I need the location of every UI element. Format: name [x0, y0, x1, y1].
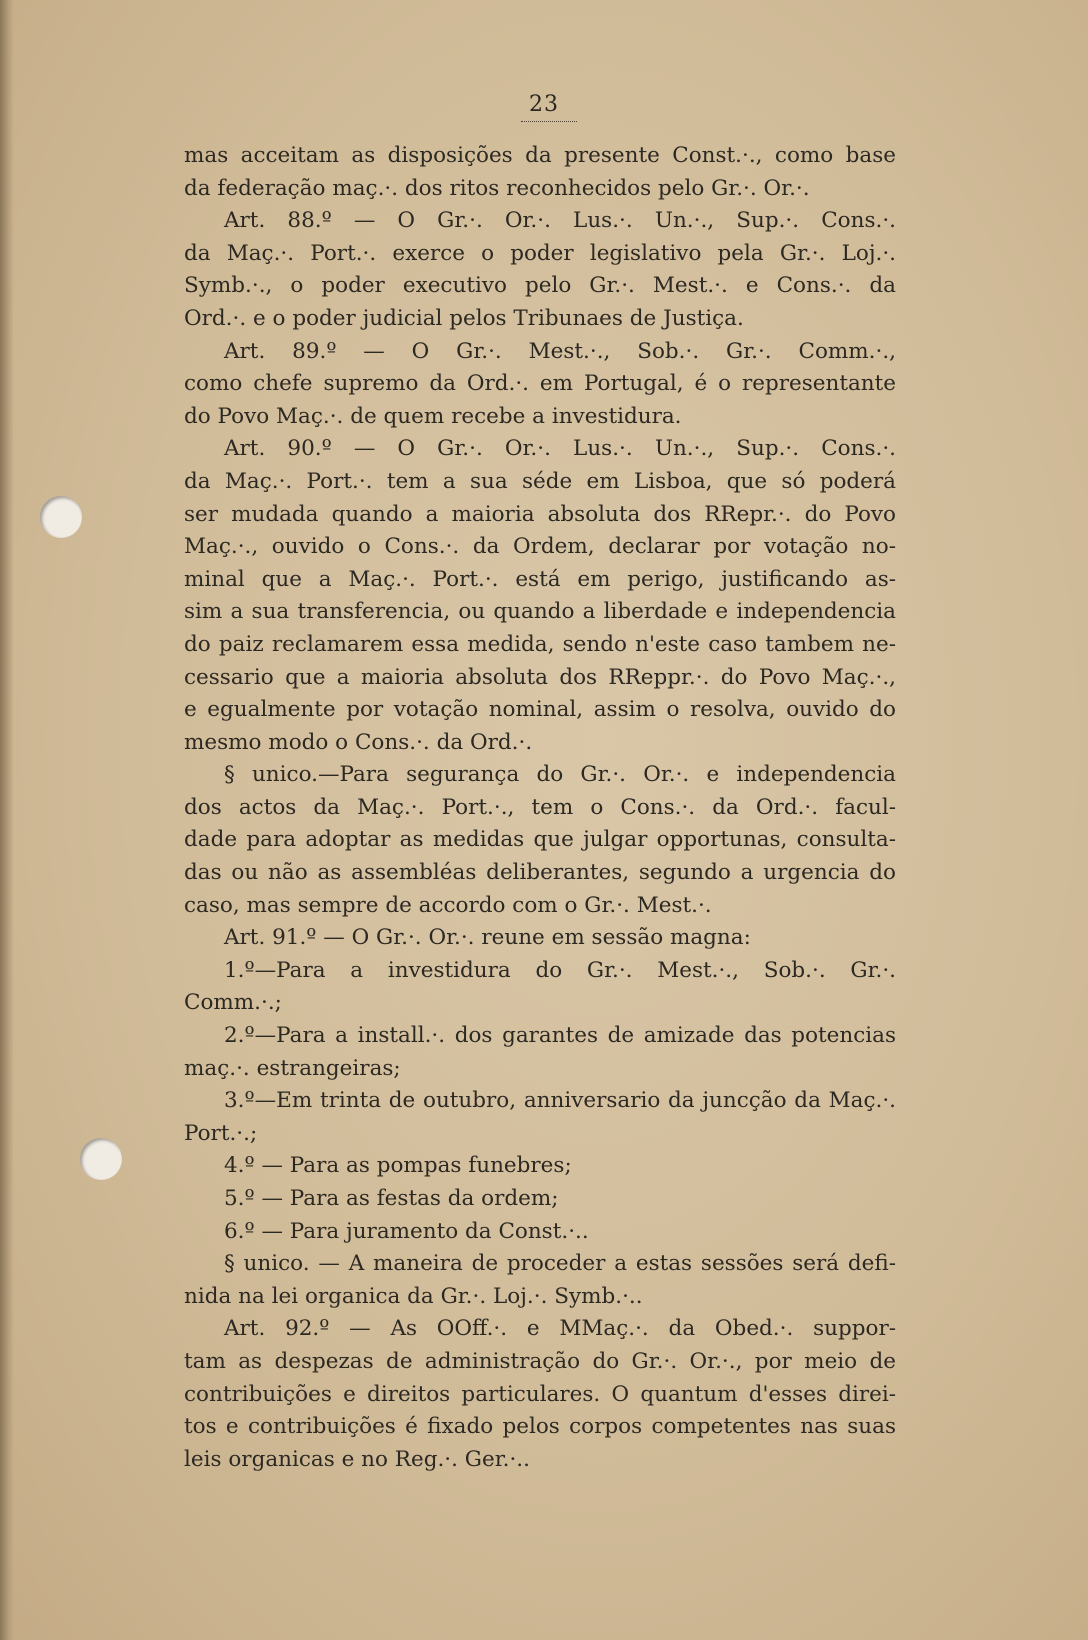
text-line: da Maç.·. Port.·. tem a sua séde em Lisboa, que só poderá: [184, 468, 896, 494]
text-line: Art. 91.º — O Gr.·. Or.·. reune em sessão magna:: [224, 925, 751, 951]
text-line: § unico. — A maneira de proceder a estas sessões será defi-: [224, 1251, 896, 1277]
text-line: Art. 92.º — As OOff.·. e MMaç.·. da Obed.·. suppor-: [224, 1316, 896, 1342]
text-line: Maç.·., ouvido o Cons.·. da Ordem, declarar por votação no-: [184, 534, 896, 560]
text-line: tos e contribuições é fixado pelos corpos competentes nas suas: [184, 1414, 896, 1440]
text-line: das ou não as assembléas deliberantes, segundo a urgencia do: [184, 860, 896, 886]
text-line: 1.º—Para a investidura do Gr.·. Mest.·., Sob.·. Gr.·.: [224, 957, 896, 983]
text-line: Art. 88.º — O Gr.·. Or.·. Lus.·. Un.·., Sup.·. Cons.·.: [224, 208, 896, 234]
text-line: dade para adoptar as medidas que julgar opportunas, consulta-: [184, 827, 896, 853]
text-line: 3.º—Em trinta de outubro, anniversario da juncção da Maç.·.: [224, 1088, 896, 1114]
page-number-rule: [521, 121, 577, 122]
page-number: 23: [529, 92, 559, 117]
text-line: 5.º — Para as festas da ordem;: [224, 1186, 559, 1211]
text-line: leis organicas e no Reg.·. Ger.·..: [184, 1446, 530, 1472]
text-line: da federação maç.·. dos ritos reconhecidos pelo Gr.·. Or.·.: [184, 175, 810, 201]
text-line: Ord.·. e o poder judicial pelos Tribunaes de Justiça.: [184, 305, 744, 331]
text-line: Art. 90.º — O Gr.·. Or.·. Lus.·. Un.·., Sup.·. Cons.·.: [224, 436, 896, 462]
text-line: Comm.·.;: [184, 990, 282, 1016]
text-line: dos actos da Maç.·. Port.·., tem o Cons.·. da Ord.·. facul-: [184, 794, 896, 820]
text-line: nida na lei organica da Gr.·. Loj.·. Symb.·..: [184, 1283, 643, 1309]
text-line: ser mudada quando a maioria absoluta dos RRepr.·. do Povo: [184, 501, 896, 527]
text-line: sim a sua transferencia, ou quando a liberdade e independencia: [184, 599, 896, 625]
text-line: do Povo Maç.·. de quem recebe a investidura.: [184, 403, 682, 429]
text-line: contribuições e direitos particulares. O quantum d'esses direi-: [184, 1381, 896, 1407]
text-line: caso, mas sempre de accordo com o Gr.·. Mest.·.: [184, 892, 712, 918]
punch-hole: [40, 496, 82, 538]
text-line: Port.·.;: [184, 1120, 258, 1146]
text-line: Symb.·., o poder executivo pelo Gr.·. Mest.·. e Cons.·. da: [184, 273, 896, 299]
text-line: e egualmente por votação nominal, assim o resolva, ouvido do: [184, 697, 896, 723]
text-line: cessario que a maioria absoluta dos RReppr.·. do Povo Maç.·.,: [184, 664, 896, 690]
binding-edge: [0, 0, 14, 1640]
text-line: 2.º—Para a install.·. dos garantes de amizade das potencias: [224, 1023, 896, 1049]
text-line: maç.·. estrangeiras;: [184, 1055, 401, 1081]
text-line: mas acceitam as disposições da presente Const.·., como base: [184, 143, 896, 168]
text-line: do paiz reclamarem essa medida, sendo n'este caso tambem ne-: [184, 631, 896, 657]
text-line: minal que a Maç.·. Port.·. está em perigo, justificando as-: [184, 566, 896, 592]
body-text: [184, 140, 896, 1476]
text-line: 4.º — Para as pompas funebres;: [224, 1153, 572, 1179]
text-line: 6.º — Para juramento da Const.·..: [224, 1218, 589, 1244]
text-line: mesmo modo o Cons.·. da Ord.·.: [184, 729, 533, 755]
punch-hole: [80, 1138, 122, 1180]
text-line: da Maç.·. Port.·. exerce o poder legislativo pela Gr.·. Loj.·.: [184, 240, 896, 266]
text-line: § unico.—Para segurança do Gr.·. Or.·. e independencia: [224, 762, 896, 788]
text-line: Art. 89.º — O Gr.·. Mest.·., Sob.·. Gr.·. Comm.·.,: [224, 338, 896, 364]
text-line: como chefe supremo da Ord.·. em Portugal, é o representante: [184, 371, 896, 397]
text-line: tam as despezas de administração do Gr.·. Or.·., por meio de: [184, 1348, 896, 1374]
